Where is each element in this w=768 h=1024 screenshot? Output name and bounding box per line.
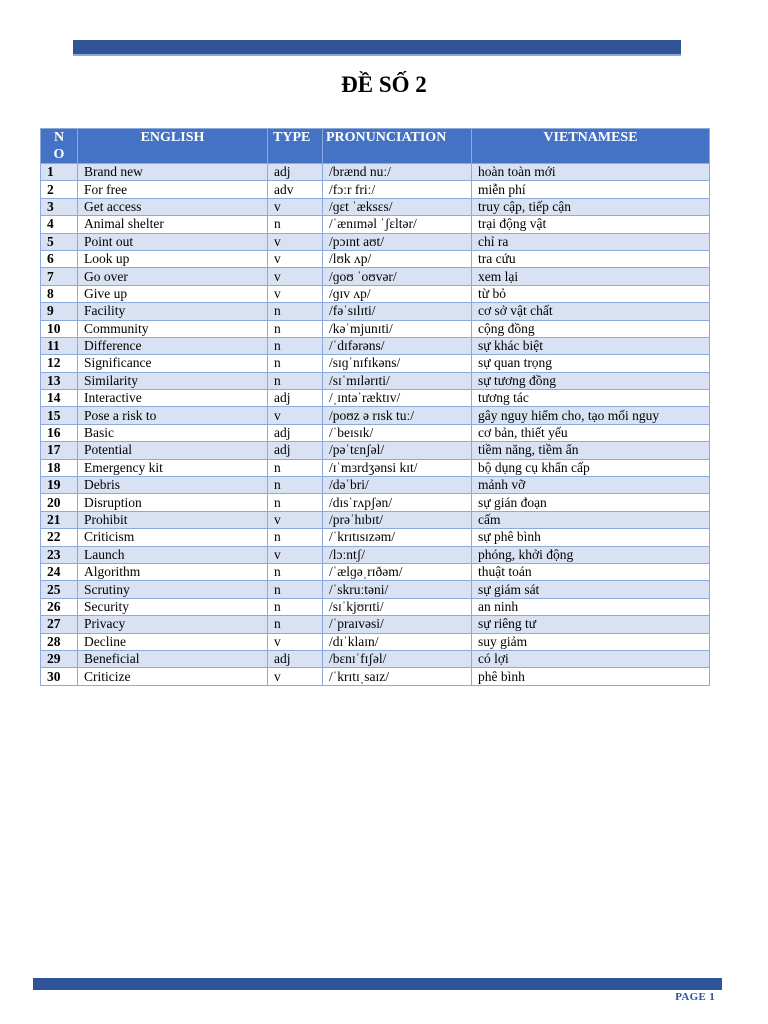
cell-type: n [268, 337, 323, 354]
cell-no: 28 [41, 633, 78, 650]
table-row [41, 303, 710, 320]
cell-vietnamese: truy cập, tiếp cận [472, 198, 710, 215]
table-row [41, 529, 710, 546]
table-row [41, 494, 710, 511]
header-decorative-bar [73, 40, 681, 56]
table-row [41, 563, 710, 580]
cell-english: Basic [78, 424, 268, 441]
cell-vietnamese: sự quan trọng [472, 355, 710, 372]
table-row [41, 511, 710, 528]
cell-english: Give up [78, 285, 268, 302]
cell-vietnamese: hoàn toàn mới [472, 164, 710, 181]
cell-type: v [268, 250, 323, 267]
cell-vietnamese: bộ dụng cụ khẩn cấp [472, 459, 710, 476]
cell-pronunciation: /pəˈtɛnʃəl/ [323, 442, 472, 459]
cell-no: 2 [41, 181, 78, 198]
cell-type: adj [268, 424, 323, 441]
header-no-label: N O [53, 130, 65, 162]
cell-vietnamese: gây nguy hiểm cho, tạo mối nguy [472, 407, 710, 424]
cell-english: Prohibit [78, 511, 268, 528]
table-row [41, 372, 710, 389]
cell-english: Go over [78, 268, 268, 285]
cell-pronunciation: /kəˈmjunɪti/ [323, 320, 472, 337]
cell-type: adj [268, 442, 323, 459]
cell-vietnamese: sự giám sát [472, 581, 710, 598]
header-english: ENGLISH [78, 129, 268, 164]
cell-vietnamese: sự khác biệt [472, 337, 710, 354]
cell-no: 9 [41, 303, 78, 320]
cell-vietnamese: tiềm năng, tiềm ẩn [472, 442, 710, 459]
table-row [41, 459, 710, 476]
cell-vietnamese: trại động vật [472, 216, 710, 233]
cell-vietnamese: miễn phí [472, 181, 710, 198]
cell-english: Potential [78, 442, 268, 459]
cell-vietnamese: từ bỏ [472, 285, 710, 302]
cell-type: v [268, 268, 323, 285]
table-row [41, 616, 710, 633]
table-row [41, 268, 710, 285]
cell-no: 8 [41, 285, 78, 302]
cell-type: v [268, 285, 323, 302]
cell-type: n [268, 494, 323, 511]
cell-no: 3 [41, 198, 78, 215]
table-row [41, 216, 710, 233]
cell-no: 16 [41, 424, 78, 441]
cell-english: Security [78, 598, 268, 615]
cell-type: n [268, 216, 323, 233]
table-header-row [41, 129, 710, 164]
cell-english: Point out [78, 233, 268, 250]
cell-pronunciation: /ɪˈmɜrdʒənsi kɪt/ [323, 459, 472, 476]
header-no [41, 129, 78, 164]
cell-pronunciation: /dɪsˈrʌpʃən/ [323, 494, 472, 511]
cell-english: Community [78, 320, 268, 337]
cell-pronunciation: /poʊz ə rɪsk tuː/ [323, 407, 472, 424]
cell-type: n [268, 581, 323, 598]
cell-vietnamese: sự phê bình [472, 529, 710, 546]
cell-pronunciation: /ˈdɪfərəns/ [323, 337, 472, 354]
cell-pronunciation: /sɪˈkjʊrɪti/ [323, 598, 472, 615]
cell-vietnamese: thuật toán [472, 563, 710, 580]
cell-type: n [268, 320, 323, 337]
cell-type: n [268, 598, 323, 615]
table-row [41, 233, 710, 250]
cell-pronunciation: /dɪˈklaɪn/ [323, 633, 472, 650]
cell-vietnamese: sự gián đoạn [472, 494, 710, 511]
table-row [41, 337, 710, 354]
table-row [41, 477, 710, 494]
cell-no: 11 [41, 337, 78, 354]
cell-type: n [268, 355, 323, 372]
cell-pronunciation: /lʊk ʌp/ [323, 250, 472, 267]
cell-vietnamese: cấm [472, 511, 710, 528]
cell-pronunciation: /sɪɡˈnɪfɪkəns/ [323, 355, 472, 372]
cell-no: 18 [41, 459, 78, 476]
table-row [41, 198, 710, 215]
cell-vietnamese: cơ bản, thiết yếu [472, 424, 710, 441]
cell-pronunciation: /fəˈsɪlɪti/ [323, 303, 472, 320]
cell-vietnamese: an ninh [472, 598, 710, 615]
cell-pronunciation: /ɡɪv ʌp/ [323, 285, 472, 302]
cell-no: 6 [41, 250, 78, 267]
cell-no: 30 [41, 668, 78, 685]
table-row [41, 407, 710, 424]
cell-no: 5 [41, 233, 78, 250]
cell-no: 29 [41, 650, 78, 667]
page-title: ĐỀ SỐ 2 [341, 72, 427, 97]
page-number: PAGE 1 [675, 991, 715, 1003]
cell-vietnamese: xem lại [472, 268, 710, 285]
cell-type: v [268, 233, 323, 250]
cell-pronunciation: /prəˈhɪbɪt/ [323, 511, 472, 528]
table-row [41, 355, 710, 372]
cell-english: Look up [78, 250, 268, 267]
cell-pronunciation: /sɪˈmɪlərɪti/ [323, 372, 472, 389]
cell-no: 17 [41, 442, 78, 459]
cell-english: Beneficial [78, 650, 268, 667]
cell-type: adj [268, 390, 323, 407]
cell-english: Decline [78, 633, 268, 650]
cell-english: Debris [78, 477, 268, 494]
cell-english: For free [78, 181, 268, 198]
cell-no: 26 [41, 598, 78, 615]
cell-type: n [268, 616, 323, 633]
cell-pronunciation: /ˈskruːtəni/ [323, 581, 472, 598]
table-body [41, 164, 710, 686]
cell-vietnamese: chỉ ra [472, 233, 710, 250]
cell-vietnamese: có lợi [472, 650, 710, 667]
cell-pronunciation: /ɡoʊ ˈoʊvər/ [323, 268, 472, 285]
cell-english: Scrutiny [78, 581, 268, 598]
cell-english: Launch [78, 546, 268, 563]
cell-pronunciation: /ˌɪntəˈræktɪv/ [323, 390, 472, 407]
cell-no: 14 [41, 390, 78, 407]
cell-no: 21 [41, 511, 78, 528]
cell-vietnamese: phóng, khởi động [472, 546, 710, 563]
cell-no: 19 [41, 477, 78, 494]
header-type: TYPE [268, 129, 323, 164]
cell-no: 13 [41, 372, 78, 389]
cell-pronunciation: /ˈpraɪvəsi/ [323, 616, 472, 633]
cell-pronunciation: /lɔːntʃ/ [323, 546, 472, 563]
cell-no: 27 [41, 616, 78, 633]
cell-pronunciation: /brænd nuː/ [323, 164, 472, 181]
cell-english: Difference [78, 337, 268, 354]
cell-type: adj [268, 164, 323, 181]
cell-no: 25 [41, 581, 78, 598]
cell-type: n [268, 529, 323, 546]
cell-pronunciation: /dəˈbri/ [323, 477, 472, 494]
cell-type: v [268, 546, 323, 563]
cell-type: n [268, 303, 323, 320]
cell-vietnamese: mảnh vỡ [472, 477, 710, 494]
cell-english: Pose a risk to [78, 407, 268, 424]
cell-english: Facility [78, 303, 268, 320]
cell-english: Get access [78, 198, 268, 215]
table-row [41, 164, 710, 181]
cell-pronunciation: /ˈænɪməl ˈʃɛltər/ [323, 216, 472, 233]
table-row [41, 546, 710, 563]
cell-type: v [268, 407, 323, 424]
cell-english: Algorithm [78, 563, 268, 580]
cell-vietnamese: suy giảm [472, 633, 710, 650]
cell-type: adv [268, 181, 323, 198]
table-row [41, 442, 710, 459]
cell-english: Animal shelter [78, 216, 268, 233]
cell-english: Interactive [78, 390, 268, 407]
cell-pronunciation: /bɛnɪˈfɪʃəl/ [323, 650, 472, 667]
cell-no: 4 [41, 216, 78, 233]
cell-english: Emergency kit [78, 459, 268, 476]
cell-pronunciation: /pɔɪnt aʊt/ [323, 233, 472, 250]
vocabulary-table [40, 128, 710, 686]
cell-pronunciation: /ˈkrɪtɪˌsaɪz/ [323, 668, 472, 685]
cell-no: 10 [41, 320, 78, 337]
cell-type: v [268, 633, 323, 650]
cell-vietnamese: tương tác [472, 390, 710, 407]
table-row [41, 424, 710, 441]
cell-pronunciation: /ˈkrɪtɪsɪzəm/ [323, 529, 472, 546]
cell-vietnamese: cộng đồng [472, 320, 710, 337]
cell-type: v [268, 198, 323, 215]
table-row [41, 285, 710, 302]
cell-type: n [268, 477, 323, 494]
cell-vietnamese: phê bình [472, 668, 710, 685]
cell-type: n [268, 563, 323, 580]
table-row [41, 598, 710, 615]
table-row [41, 181, 710, 198]
cell-vietnamese: sự riêng tư [472, 616, 710, 633]
cell-english: Disruption [78, 494, 268, 511]
cell-pronunciation: /ɡɛt ˈæksɛs/ [323, 198, 472, 215]
cell-no: 12 [41, 355, 78, 372]
cell-vietnamese: cơ sở vật chất [472, 303, 710, 320]
cell-vietnamese: tra cứu [472, 250, 710, 267]
header-pronunciation: PRONUNCIATION [323, 129, 472, 164]
cell-pronunciation: /ˈbeɪsɪk/ [323, 424, 472, 441]
cell-english: Criticize [78, 668, 268, 685]
cell-type: v [268, 511, 323, 528]
cell-english: Criticism [78, 529, 268, 546]
header-vietnamese: VIETNAMESE [472, 129, 710, 164]
cell-english: Similarity [78, 372, 268, 389]
cell-no: 7 [41, 268, 78, 285]
table-row [41, 250, 710, 267]
table-row [41, 320, 710, 337]
cell-type: adj [268, 650, 323, 667]
cell-type: n [268, 459, 323, 476]
cell-english: Privacy [78, 616, 268, 633]
cell-english: Significance [78, 355, 268, 372]
cell-type: n [268, 372, 323, 389]
cell-pronunciation: /ˈælɡəˌrɪðəm/ [323, 563, 472, 580]
table-row [41, 650, 710, 667]
cell-english: Brand new [78, 164, 268, 181]
cell-type: v [268, 668, 323, 685]
cell-vietnamese: sự tương đồng [472, 372, 710, 389]
table-row [41, 581, 710, 598]
cell-no: 22 [41, 529, 78, 546]
table-row [41, 390, 710, 407]
table-row [41, 668, 710, 685]
cell-no: 23 [41, 546, 78, 563]
cell-no: 24 [41, 563, 78, 580]
footer-decorative-bar [33, 978, 722, 990]
cell-pronunciation: /fɔːr friː/ [323, 181, 472, 198]
cell-no: 15 [41, 407, 78, 424]
table-row [41, 633, 710, 650]
cell-no: 1 [41, 164, 78, 181]
cell-no: 20 [41, 494, 78, 511]
